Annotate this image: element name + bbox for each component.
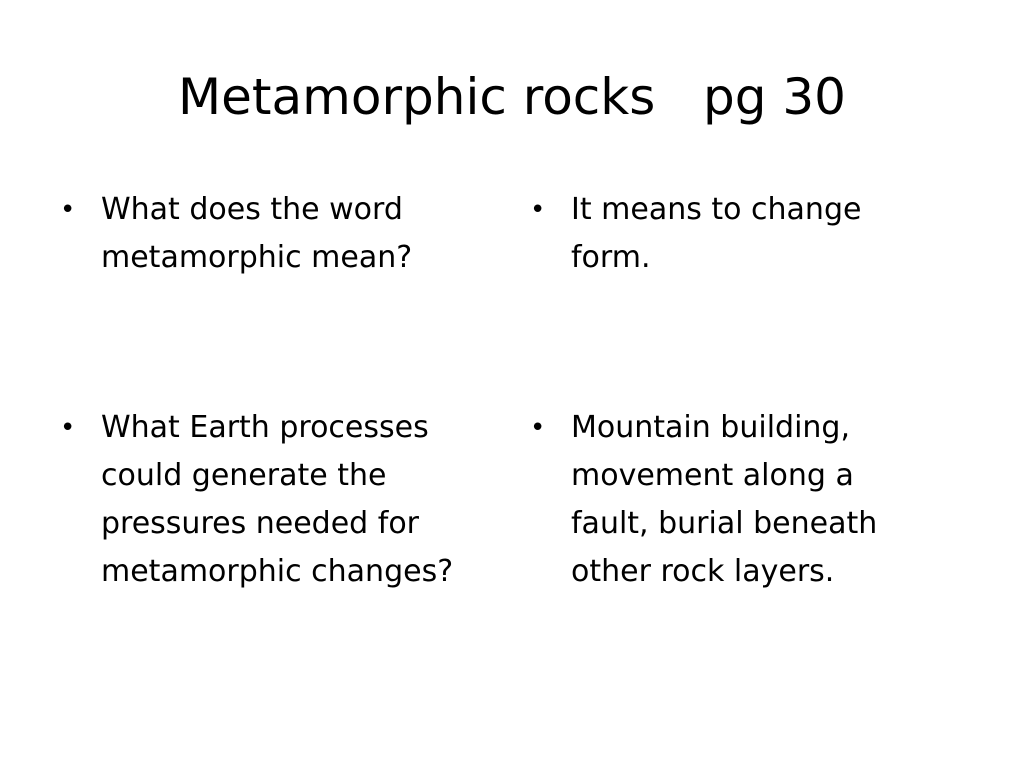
bullet-icon: •: [530, 413, 546, 443]
answer-item: [530, 404, 931, 596]
answer-text: It means to change form.: [571, 192, 862, 275]
question-text: What Earth processes could generate the pressures needed for metamorphic changes?: [101, 410, 454, 589]
question-item: [60, 186, 481, 282]
bullet-icon: •: [60, 413, 76, 443]
bullet-icon: •: [60, 195, 76, 225]
question-item: [60, 404, 481, 596]
question-text: What does the word metamorphic mean?: [101, 192, 413, 275]
answer-text: Mountain building, movement along a fault, burial beneath other rock layers.: [571, 410, 878, 589]
answer-item: [530, 186, 931, 282]
slide-title: Metamorphic rocks pg 30: [178, 68, 846, 126]
bullet-icon: •: [530, 195, 546, 225]
